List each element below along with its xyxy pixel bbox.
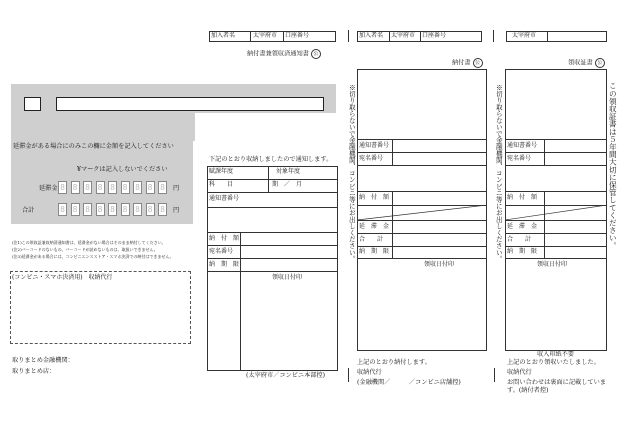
digit-box[interactable]: 8 xyxy=(108,181,117,194)
col4-addressee-no: 宛名番号 xyxy=(507,155,532,162)
col3-late-fee: 延 滞 金 xyxy=(359,223,390,230)
digit-box[interactable]: 8 xyxy=(83,181,92,194)
convenience-label: (コンビニ・スマホ決済用) 収納代行 xyxy=(12,274,113,281)
yen-note: ¥マークは記入しないでください xyxy=(77,166,168,173)
barcode-strip xyxy=(56,97,324,111)
digit-box[interactable]: 8 xyxy=(71,203,80,216)
digit-box[interactable]: 8 xyxy=(121,181,130,194)
col4-stamp: 領収日付印 xyxy=(537,261,568,268)
col3-notice-no: 通知書番号 xyxy=(359,142,390,149)
col3-total: 合 計 xyxy=(359,236,384,243)
yen-unit: 円 xyxy=(173,185,180,192)
digit-box[interactable]: 8 xyxy=(96,203,105,216)
col4-total: 合 計 xyxy=(507,236,532,243)
digit-box[interactable]: 8 xyxy=(146,203,155,216)
col2-amount: 納 付 額 xyxy=(209,235,240,242)
col4-agent: 収納代行 xyxy=(507,369,532,376)
bank-label: 取りまとめ金融機関： xyxy=(12,357,74,364)
col3-side-note: ※切り取らないで金融機関、コンビニ等にお出しください。 xyxy=(347,84,356,263)
col3-title: 納付書 公 xyxy=(452,58,483,68)
late-fee-label: 延滞金 xyxy=(39,185,58,192)
digit-box[interactable]: 8 xyxy=(158,203,167,216)
col4-subscriber-name: 太宰府市 xyxy=(512,32,537,39)
col3-stamp: 領収日付印 xyxy=(424,261,455,268)
col4-side-note: ※切り取らないで金融機関、コンビニ等にお出しください。 xyxy=(494,84,503,263)
col2-received-text: 下記のとおり収納しましたので通知します。 xyxy=(209,156,333,163)
col3-amount: 納 付 額 xyxy=(359,194,390,201)
total-label: 合計 xyxy=(22,207,35,214)
note-1: (注1)この領収証兼収納済通知書は、延滞金がない場合はそのまま納付してください。 xyxy=(12,240,166,245)
col4-due: 納 期 限 xyxy=(507,248,538,255)
col3-subscriber-name: 太宰府市 xyxy=(391,32,416,39)
col4-amount: 納 付 額 xyxy=(507,194,538,201)
late-fee-title: 延滞金がある場合にのみこの欄に金額を記入してください xyxy=(13,143,174,150)
col4-received-text: 上記のとおり領収いたしました。 xyxy=(507,359,600,366)
col2-title: 納付書兼領収済通知書 公 xyxy=(247,49,321,59)
digit-box[interactable]: 8 xyxy=(133,181,142,194)
digit-box[interactable]: 8 xyxy=(96,181,105,194)
col3-due: 納 期 限 xyxy=(359,248,390,255)
col4-right-note: この領収証書は５年間大切に保管してください。 xyxy=(608,82,618,250)
col2-footer: (太宰府市／コンビニ本部控) xyxy=(246,372,326,379)
col2-fiscal-year: 賦課年度 xyxy=(209,168,234,175)
digit-box[interactable]: 8 xyxy=(83,203,92,216)
col2-addressee-no: 宛名番号 xyxy=(209,248,234,255)
col4-blank-cell xyxy=(547,31,607,42)
digit-box[interactable]: 8 xyxy=(121,203,130,216)
note-2: (注2)バーコードのないもの、バーコードが読めないものは、取扱いできません。 xyxy=(12,247,158,252)
public-mark-icon: 公 xyxy=(311,49,321,59)
col4-slash xyxy=(505,205,607,220)
digit-box[interactable]: 8 xyxy=(58,203,67,216)
public-mark-icon: 公 xyxy=(595,58,605,68)
note-3: (注3)延滞金がある場合には、コンビニエンスストア・スマホ決済での納付はできません。 xyxy=(12,254,174,259)
col3-account-label: 口座番号 xyxy=(422,32,447,39)
col2-stamp: 領収日付印 xyxy=(272,274,303,281)
col4-notice-no: 通知書番号 xyxy=(507,142,538,149)
digit-box[interactable]: 8 xyxy=(58,181,67,194)
digit-box[interactable]: 8 xyxy=(158,181,167,194)
col3-bank-line: (金融機関／ ／コンビニ店舗控) xyxy=(357,379,461,386)
col3-agent: 収納代行 xyxy=(357,369,382,376)
barcode-cutout xyxy=(195,113,336,141)
col3-addressee-no: 宛名番号 xyxy=(359,155,384,162)
col2-subject: 科 目 xyxy=(209,181,234,188)
digit-box[interactable]: 8 xyxy=(108,203,117,216)
col4-late-fee: 延 滞 金 xyxy=(507,223,538,230)
barcode-small-box xyxy=(24,97,41,111)
col3-slash xyxy=(357,205,487,220)
col2-subscriber-name: 太宰府市 xyxy=(253,32,278,39)
col2-subscriber-label: 加入者名 xyxy=(211,32,236,39)
convenience-box xyxy=(10,271,191,344)
digit-box[interactable]: 8 xyxy=(71,181,80,194)
col4-no-stamp: 収入印紙不要 xyxy=(537,351,575,358)
col4-inquiry: お問い合わせは裏面に記載しています。(納付者控) xyxy=(507,379,606,395)
col2-due: 納 期 限 xyxy=(209,261,240,268)
col3-paid-text: 上記のとおり納付します。 xyxy=(357,359,431,366)
col3-subscriber-label: 加入者名 xyxy=(359,32,384,39)
col2-target-year: 対象年度 xyxy=(276,168,301,175)
store-label: 取りまとめ店： xyxy=(12,368,56,375)
digit-box[interactable]: 8 xyxy=(133,203,142,216)
col4-title: 領収証書 公 xyxy=(568,58,605,68)
digit-box[interactable]: 8 xyxy=(146,181,155,194)
col2-account-label: 口座番号 xyxy=(285,32,310,39)
yen-unit: 円 xyxy=(173,207,180,214)
col2-period: 期 ／ 月 xyxy=(272,181,303,188)
col2-notice-no: 通知書番号 xyxy=(209,195,240,202)
public-mark-icon: 公 xyxy=(473,58,483,68)
